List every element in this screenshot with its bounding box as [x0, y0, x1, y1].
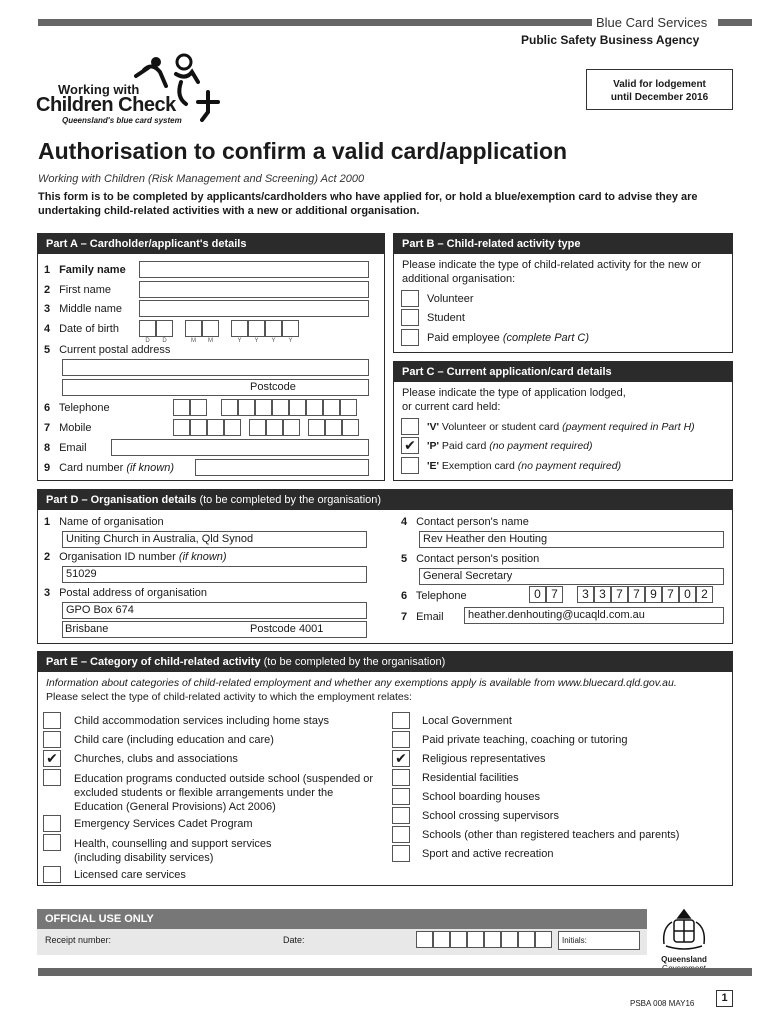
- postcode-label: Postcode: [250, 381, 296, 393]
- field-telephone: [44, 402, 110, 414]
- num-4: 4: [44, 323, 51, 335]
- e-card-checkbox[interactable]: [401, 457, 419, 474]
- receipt-label: Receipt number:: [45, 935, 112, 945]
- hint-y: Y: [271, 338, 276, 344]
- d-hint-2: (if known): [178, 551, 227, 563]
- field-mobile: [44, 422, 91, 434]
- hint-y: Y: [288, 338, 293, 344]
- label-dob: Date of birth: [59, 323, 119, 335]
- family-name-input[interactable]: [139, 261, 369, 278]
- footer-bar: [38, 968, 752, 976]
- d-label-2: Organisation ID number: [59, 551, 176, 563]
- qld-label: Queensland: [661, 955, 707, 964]
- dob-y2[interactable]: [248, 320, 265, 337]
- d-label-5: Contact person's position: [416, 553, 540, 565]
- date-label: Date:: [283, 935, 305, 945]
- cat-sport-label: Sport and active recreation: [422, 848, 554, 860]
- act-reference: Working with Children (Risk Management and Screening) Act 2000: [38, 173, 365, 185]
- contact-position-input[interactable]: General Secretary: [419, 568, 724, 585]
- p-note: (no payment required): [489, 440, 593, 452]
- validity-box: [586, 69, 733, 110]
- v-code: 'V': [427, 421, 439, 433]
- d-label-4: Contact person's name: [416, 516, 529, 528]
- v-note: (payment required in Part H): [562, 421, 695, 433]
- header-bar-right: [718, 19, 752, 26]
- d-num-2: 2: [44, 551, 51, 563]
- part-c-instruction-2: or current card held:: [402, 401, 501, 413]
- check-mark-icon: ✔: [395, 750, 407, 766]
- e-code: 'E': [427, 460, 439, 472]
- num-2: 2: [44, 284, 51, 296]
- p-code: 'P': [427, 440, 439, 452]
- cat-schools-checkbox[interactable]: [392, 826, 410, 843]
- part-e-note: (to be completed by the organisation): [263, 656, 446, 668]
- num-8: 8: [44, 442, 51, 454]
- v-card-option: [427, 421, 695, 433]
- label-first-name: First name: [59, 284, 112, 296]
- postal-line-1[interactable]: [62, 359, 369, 376]
- field-email: [44, 442, 87, 454]
- d-num-4: 4: [401, 516, 408, 528]
- cat-sport-checkbox[interactable]: [392, 845, 410, 862]
- field-first-name: [44, 284, 111, 296]
- phone-digit[interactable]: 7: [662, 586, 679, 603]
- phone-digit[interactable]: 3: [577, 586, 594, 603]
- volunteer-checkbox[interactable]: [401, 290, 419, 307]
- field-postal: [44, 344, 170, 356]
- card-number-input[interactable]: [195, 459, 369, 476]
- contact-name-input[interactable]: Rev Heather den Houting: [419, 531, 724, 548]
- cat-education-programs-label: Education programs conducted outside school (suspended or excluded students or flexible arrangements under the Education (General Provisions) Act 2006): [74, 773, 374, 813]
- valid-line-1: Valid for lodgement: [613, 79, 706, 90]
- postal-line-2[interactable]: [62, 379, 369, 396]
- field-dob: [44, 323, 119, 335]
- org-city: Brisbane: [65, 623, 109, 635]
- label-family-name: Family name: [59, 264, 126, 276]
- d-label-6: Telephone: [415, 590, 467, 602]
- d-field-4: [401, 516, 529, 528]
- cat-emergency-cadet-label: Emergency Services Cadet Program: [74, 818, 253, 830]
- cat-private-teaching-label: Paid private teaching, coaching or tutoring: [422, 734, 628, 746]
- label-card-number: Card number: [59, 462, 124, 474]
- part-e-heading: Part E – Category of child-related activity: [46, 656, 261, 668]
- phone-digit[interactable]: 7: [628, 586, 645, 603]
- hint-y: Y: [237, 338, 242, 344]
- check-mark-icon: ✔: [404, 437, 416, 453]
- d-field-6: [401, 590, 467, 602]
- dob-y3[interactable]: [265, 320, 282, 337]
- initials-label: Initials:: [562, 936, 587, 945]
- e-label: Exemption card: [441, 460, 515, 472]
- dob-m1[interactable]: [185, 320, 202, 337]
- cat-boarding-checkbox[interactable]: [392, 788, 410, 805]
- p-label: Paid card: [441, 440, 487, 452]
- cat-crossing-checkbox[interactable]: [392, 807, 410, 824]
- contact-email-input[interactable]: heather.denhouting@ucaqld.com.au: [464, 607, 724, 624]
- page-title: Authorisation to confirm a valid card/application: [38, 138, 568, 164]
- paid-employee-option: [427, 332, 589, 344]
- dob-d2[interactable]: [156, 320, 173, 337]
- cat-child-care-label: Child care (including education and care): [74, 734, 274, 746]
- form-code: PSBA 008 MAY16: [630, 999, 695, 1008]
- part-c-instruction-1: Please indicate the type of application lodged,: [402, 387, 626, 399]
- part-c-heading: Part C – Current application/card details: [394, 362, 732, 382]
- dob-y4[interactable]: [282, 320, 299, 337]
- cat-health-label: Health, counselling and support services (including disability services): [74, 838, 272, 864]
- phone-digit[interactable]: 3: [594, 586, 611, 603]
- qld-government-logo: [652, 904, 716, 976]
- logo-text-1: Working with: [58, 82, 140, 97]
- d-num-6: 6: [401, 590, 408, 602]
- d-field-1: [44, 516, 164, 528]
- d-field-7: [401, 611, 444, 623]
- label-telephone: Telephone: [58, 402, 110, 414]
- phone-digit[interactable]: 0: [679, 586, 696, 603]
- d-field-2: [44, 551, 227, 563]
- intro-text: This form is to be completed by applicants/cardholders who have applied for, or hold a blue/exemption card to advise they are undertaking child-related activities with a new or additional organisation.: [38, 191, 698, 217]
- part-e-instruction: Please select the type of child-related activity to which the employment relates:: [46, 691, 412, 703]
- contact-telephone-input[interactable]: [529, 586, 713, 603]
- d-num-1: 1: [44, 516, 51, 528]
- official-use-heading: OFFICIAL USE ONLY: [37, 909, 647, 929]
- part-d-heading: Part D – Organisation details: [46, 494, 197, 506]
- cat-residential-label: Residential facilities: [422, 772, 519, 784]
- label-mobile: Mobile: [59, 422, 92, 434]
- part-e-info: Information about categories of child-related employment and whether any exemptions apply is available from www.bluecard.qld.gov.au.: [46, 677, 677, 689]
- official-use-panel: [37, 909, 647, 955]
- field-card-number: [44, 462, 174, 474]
- hint-d: D: [145, 338, 150, 344]
- num-9: 9: [44, 462, 51, 474]
- paid-employee-label: Paid employee: [427, 332, 500, 344]
- d-num-3: 3: [44, 587, 51, 599]
- phone-digit[interactable]: 9: [645, 586, 662, 603]
- telephone-input[interactable]: [173, 399, 357, 416]
- first-name-input[interactable]: [139, 281, 369, 298]
- cat-child-care-checkbox[interactable]: [43, 731, 61, 748]
- e-note: (no payment required): [517, 460, 622, 472]
- d-label-3: Postal address of organisation: [59, 587, 208, 599]
- org-name-input[interactable]: Uniting Church in Australia, Qld Synod: [62, 531, 367, 548]
- cat-education-programs-checkbox[interactable]: [43, 769, 61, 786]
- cat-local-government-label: Local Government: [422, 715, 512, 727]
- part-a-heading: Part A – Cardholder/applicant's details: [38, 234, 384, 254]
- cat-churches-label: Churches, clubs and associations: [74, 753, 238, 765]
- cat-emergency-cadet-checkbox[interactable]: [43, 815, 61, 832]
- d-field-5: [401, 553, 539, 565]
- d-label-7: Email: [416, 611, 444, 623]
- part-b-heading: Part B – Child-related activity type: [394, 234, 732, 254]
- paid-employee-note: (complete Part C): [502, 332, 590, 344]
- crest-icon: [654, 904, 714, 952]
- cat-local-government-checkbox[interactable]: [392, 712, 410, 729]
- d-num-7: 7: [401, 611, 408, 623]
- phone-digit[interactable]: 7: [546, 586, 563, 603]
- paid-employee-checkbox[interactable]: [401, 329, 419, 346]
- d-field-3: [44, 587, 207, 599]
- num-5: 5: [44, 344, 51, 356]
- num-6: 6: [44, 402, 51, 414]
- cat-schools-label: Schools (other than registered teachers and parents): [422, 829, 680, 841]
- org-address-line-1[interactable]: GPO Box 674: [62, 602, 367, 619]
- logo-text-2: Children Check: [36, 94, 176, 116]
- cat-licensed-care-checkbox[interactable]: [43, 866, 61, 883]
- num-3: 3: [44, 303, 51, 315]
- mobile-input[interactable]: [173, 419, 359, 436]
- middle-name-input[interactable]: [139, 300, 369, 317]
- num-1: 1: [44, 264, 51, 276]
- label-middle-name: Middle name: [59, 303, 123, 315]
- part-d-note: (to be completed by the organisation): [199, 494, 382, 506]
- org-id-input[interactable]: 51029: [62, 566, 367, 583]
- p-card-checkbox[interactable]: [401, 437, 419, 454]
- e-card-option: [427, 460, 621, 472]
- org-postcode: [250, 623, 323, 635]
- hint-d: D: [162, 338, 167, 344]
- logo-tagline: Queensland's blue card system: [62, 116, 182, 125]
- cat-child-accommodation-checkbox[interactable]: [43, 712, 61, 729]
- hint-y: Y: [254, 338, 259, 344]
- wwcc-logo: [36, 52, 226, 128]
- cat-crossing-label: School crossing supervisors: [422, 810, 559, 822]
- email-input[interactable]: [111, 439, 369, 456]
- dob-input[interactable]: [139, 320, 299, 337]
- label-email: Email: [59, 442, 87, 454]
- org-postcode-label: Postcode: [250, 623, 296, 635]
- part-d-header: [38, 490, 732, 510]
- cat-health-checkbox[interactable]: [43, 834, 61, 851]
- v-card-checkbox[interactable]: [401, 418, 419, 435]
- check-mark-icon: ✔: [46, 750, 58, 766]
- cat-religious-label: Religious representatives: [422, 753, 546, 765]
- page-number: 1: [716, 990, 733, 1007]
- valid-line-2: until December 2016: [610, 92, 709, 103]
- part-b-instruction: Please indicate the type of child-related activity for the new or additional organisation:: [402, 259, 701, 285]
- student-label: Student: [427, 312, 465, 324]
- v-label: Volunteer or student card: [441, 421, 560, 433]
- hint-m: M: [208, 338, 213, 344]
- cat-licensed-care-label: Licensed care services: [74, 869, 186, 881]
- initials-box[interactable]: [558, 931, 640, 950]
- field-family-name: [44, 264, 126, 276]
- d-num-5: 5: [401, 553, 408, 565]
- dob-y1[interactable]: [231, 320, 248, 337]
- cat-child-accommodation-label: Child accommodation services including home stays: [74, 715, 329, 727]
- field-middle-name: [44, 303, 122, 315]
- phone-digit[interactable]: 7: [611, 586, 628, 603]
- num-7: 7: [44, 422, 51, 434]
- agency-name: Public Safety Business Agency: [521, 33, 700, 47]
- phone-digit[interactable]: 2: [696, 586, 713, 603]
- part-e-header: [38, 652, 732, 672]
- dob-m2[interactable]: [202, 320, 219, 337]
- student-checkbox[interactable]: [401, 309, 419, 326]
- phone-digit[interactable]: 0: [529, 586, 546, 603]
- cat-boarding-label: School boarding houses: [422, 791, 541, 803]
- header-bar-left: [38, 19, 592, 26]
- cat-residential-checkbox[interactable]: [392, 769, 410, 786]
- org-postcode-value: 4001: [298, 623, 324, 635]
- cat-private-teaching-checkbox[interactable]: [392, 731, 410, 748]
- cat-churches-checkbox[interactable]: [43, 750, 61, 767]
- official-date-input[interactable]: [416, 931, 552, 948]
- volunteer-label: Volunteer: [427, 293, 474, 305]
- service-name: Blue Card Services: [596, 15, 708, 30]
- p-card-option: [427, 440, 593, 452]
- hint-m: M: [191, 338, 196, 344]
- card-number-hint: (if known): [126, 462, 175, 474]
- cat-religious-checkbox[interactable]: [392, 750, 410, 767]
- dob-d1[interactable]: [139, 320, 156, 337]
- d-label-1: Name of organisation: [59, 516, 164, 528]
- label-postal: Current postal address: [59, 344, 171, 356]
